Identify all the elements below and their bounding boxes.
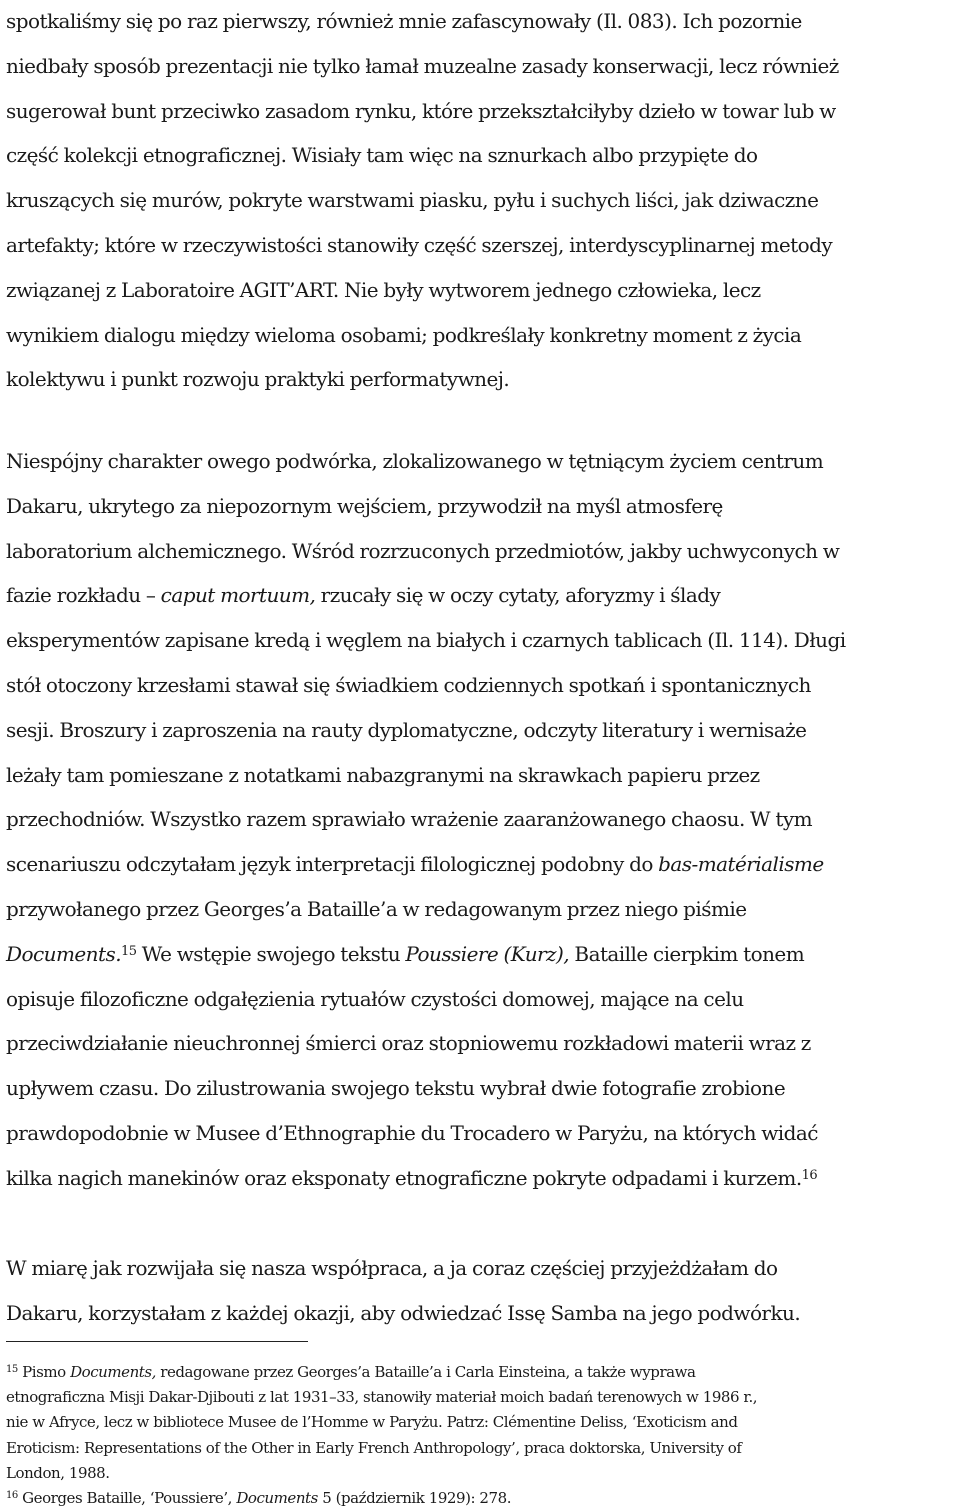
italic-text: Documents [236, 1488, 318, 1507]
footnote-ref-16[interactable]: 16 [801, 1167, 818, 1183]
text-line: opisuje filozoficzne odgałęzienia rytuałów czystości domowej, mające na celu [6, 986, 744, 1011]
italic-text: Documents, [70, 1363, 156, 1381]
footnote-number: 16 [6, 1489, 18, 1501]
text-line: Dakaru, korzystałam z każdej okazji, aby odwiedzać Issę Samba na jego podwórku. [6, 1300, 801, 1325]
line-text: rzucały się w oczy cytaty, aforyzmy i ślady [315, 583, 721, 608]
line-text: scenariuszu odczytałam język interpretacji filologicznej podobny do [6, 852, 659, 877]
line-text: kilka nagich manekinów oraz eksponaty etnograficzne pokryte odpadami i kurzem. [6, 1165, 802, 1190]
line-text: We wstępie swojego tekstu [136, 941, 406, 966]
footnote-number: 15 [6, 1364, 18, 1375]
text-line: Niespójny charakter owego podwórka, zlokalizowanego w tętniącym życiem centrum [6, 449, 824, 473]
paragraph-2 [6, 439, 958, 1201]
footnote-16 [6, 1486, 958, 1511]
footnote-text: Georges Bataille, ‘Poussiere’, [17, 1488, 237, 1507]
footnote-text: 5 (październik 1929): 278. [317, 1488, 512, 1507]
text-line: sesji. Broszury i zaproszenia na rauty dyplomatyczne, odczyty literatury i wernisaże [6, 717, 807, 742]
text-line [6, 1156, 958, 1201]
text-line: część kolekcji etnograficznej. Wisiały tam więc na sznurkach albo przypięte do [6, 143, 758, 168]
text-line: W miarę jak rozwijała się nasza współpraca, a ja coraz częściej przyjeżdżałam do [6, 1256, 778, 1280]
text-line [6, 932, 958, 977]
text-line: prawdopodobnie w Musee d’Ethnographie du Trocadero w Paryżu, na których widać [6, 1120, 818, 1145]
footnote-line: nie w Afryce, lecz w bibliotece Musee de l’Homme w Paryżu. Patrz: Clémentine Deliss, ‘Exoticism and [6, 1413, 738, 1432]
text-line [6, 842, 958, 887]
text-line: kolektywu i punkt rozwoju praktyki performatywnej. [6, 367, 510, 392]
text-line: wynikiem dialogu między wieloma osobami; podkreślały konkretny moment z życia [6, 322, 802, 347]
footnote-15 [6, 1360, 958, 1385]
paragraph-3 [6, 1246, 958, 1336]
text-line: eksperymentów zapisane kredą i węglem na białych i czarnych tablicach (Il. 114). Długi [6, 628, 846, 653]
footnote-divider [6, 1341, 308, 1342]
text-line: związanej z Laboratoire AGIT’ART. Nie były wytworem jednego człowieka, lecz [6, 277, 761, 302]
text-line: spotkaliśmy się po raz pierwszy, również mnie zafascynowały (Il. 083). Ich pozornie [6, 9, 802, 33]
text-line: artefakty; które w rzeczywistości stanowiły część szerszej, interdyscyplinarnej metody [6, 232, 833, 257]
text-line: upływem czasu. Do zilustrowania swojego tekstu wybrał dwie fotografie zrobione [6, 1076, 786, 1101]
text-line: Dakaru, ukrytego za niepozornym wejściem, przywodził na myśl atmosferę [6, 493, 723, 518]
text-line: przechodniów. Wszystko razem sprawiało wrażenie zaaranżowanego chaosu. W tym [6, 807, 813, 832]
italic-text: caput mortuum, [160, 583, 316, 608]
footnote-ref-15[interactable]: 15 [121, 943, 137, 959]
paragraph-1 [6, 0, 958, 402]
text-line [6, 573, 958, 618]
text-line: kruszących się murów, pokryte warstwami piasku, pyłu i suchych liści, jak dziwaczne [6, 188, 819, 213]
text-line: niedbały sposób prezentacji nie tylko łamał muzealne zasady konserwacji, lecz również [6, 53, 839, 78]
italic-text: Documents. [6, 941, 121, 966]
text-line: laboratorium alchemicznego. Wśród rozrzuconych przedmiotów, jakby uchwyconych w [6, 538, 840, 563]
line-text: Bataille cierpkim tonem [569, 941, 805, 966]
italic-text: Poussiere (Kurz), [405, 941, 570, 966]
footnote-text: redagowane przez Georges’a Bataille’a i Carla Einsteina, a także wyprawa [155, 1363, 696, 1381]
footnote-line: etnograficzna Misji Dakar-Djibouti z lat 1931–33, stanowiły materiał moich badań terenowych w 1986 r., [6, 1388, 758, 1407]
text-line: przeciwdziałanie nieuchronnej śmierci oraz stopniowemu rozkładowi materii wraz z [6, 1031, 811, 1056]
italic-text: bas-matérialisme [658, 852, 824, 877]
text-line: sugerował bunt przeciwko zasadom rynku, które przekształciłyby dzieło w towar lub w [6, 98, 836, 123]
footnote-line: Eroticism: Representations of the Other in Early French Anthropology’, praca doktorska, University of [6, 1438, 742, 1457]
footnote-text: Pismo [17, 1363, 71, 1381]
footnotes [6, 1360, 958, 1511]
text-line: przywołanego przez Georges’a Bataille’a w redagowanym przez niego piśmie [6, 896, 747, 921]
footnote-line: London, 1988. [6, 1463, 110, 1482]
text-line: leżały tam pomieszane z notatkami nabazgranymi na skrawkach papieru przez [6, 762, 760, 787]
line-text: fazie rozkładu – [6, 583, 161, 608]
text-line: stół otoczony krzesłami stawał się świadkiem codziennych spotkań i spontanicznych [6, 672, 811, 697]
